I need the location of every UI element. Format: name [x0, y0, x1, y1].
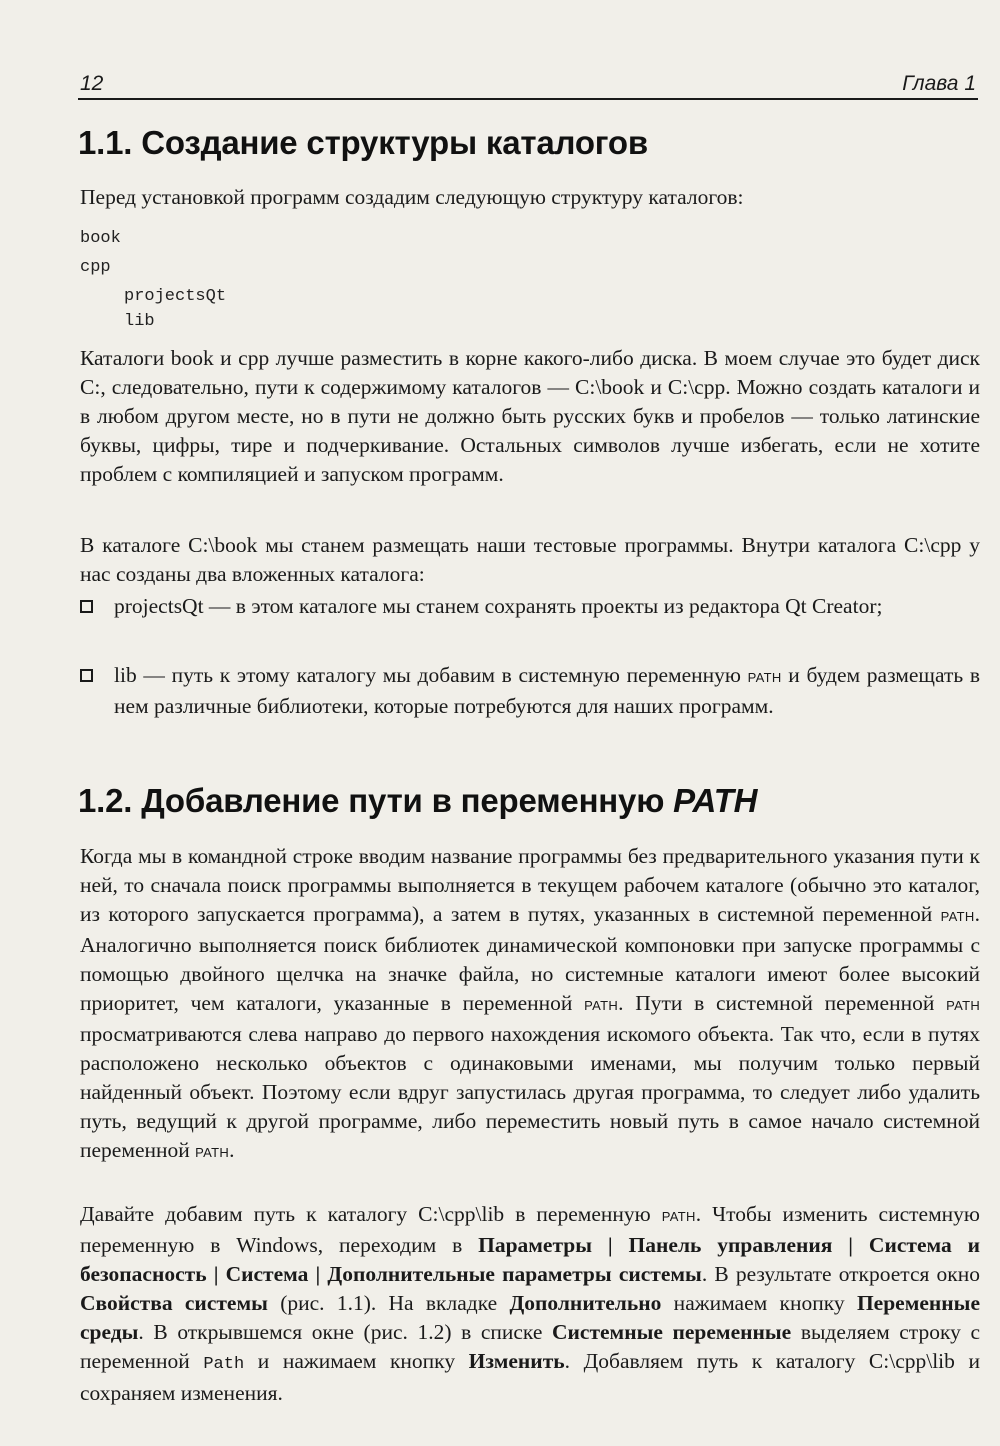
page-number: 12	[80, 72, 104, 95]
paragraph-add-path: Давайте добавим путь к каталогу C:\cpp\lib в переменную PATH. Чтобы изменить системную переменную в Windows, переходим в Параметры | Панель управления | Система и безопасность | Система | Дополнительные параметры системы. В результате откроется окно Свойства системы (рис. 1.1). На вкладке Дополнительно нажимаем кнопку Переменные среды. В открывшемся окне (рис. 1.2) в списке Системные переменные выделяем строку с переменной Path и нажимаем кнопку Изменить. Добавляем путь к каталогу C:\cpp\lib и сохраняем изменения.	[80, 1202, 980, 1405]
paragraph-path-search: Когда мы в командной строке вводим название программы без предварительного указания пути к ней, то сначала поиск программы выполняется в текущем рабочем каталоге (обычно это каталог, из которого запускается программа), а затем в путях, указанных в системной переменной PATH. Аналогично выполняется поиск библиотек динамической компоновки при запуске программы с помощью двойного щелчка на значке файла, но системные каталоги имеют более высокий приоритет, чем каталоги, указанные в переменной PATH. Пути в системной переменной PATH просматриваются слева направо до первого нахождения искомого объекта. Так что, если в путях расположено несколько объектов с одинаковыми именами, мы получим только первый найденный объект. Поэтому если вдруг запустилась другая программа, то следует либо удалить путь, ведущий к другой программе, либо переместить новый путь в самое начало системной переменной PATH.	[80, 844, 981, 1162]
paragraph-book-catalog: В каталоге C:\book мы станем размещать наши тестовые программы. Внутри каталога C:\cpp у нас созданы два вложенных каталога:	[80, 533, 980, 586]
tree-book: book	[80, 229, 121, 248]
bullet-text: lib — путь к этому каталогу мы добавим в системную переменную PATH и будем размещать в нем различные библиотеки, которые потребуются для наших программ.	[114, 663, 980, 718]
section-heading-1-2: 1.2. Добавление пути в переменную PATH	[78, 782, 758, 819]
checkbox-bullet-icon	[80, 669, 93, 682]
checkbox-bullet-icon	[80, 600, 93, 613]
bullet-lib	[80, 661, 980, 721]
tree-cpp: cpp	[80, 258, 111, 277]
running-header	[78, 68, 978, 100]
intro-paragraph: Перед установкой программ создадим следующую структуру каталогов:	[80, 185, 744, 209]
section-heading-1-1: 1.1. Создание структуры каталогов	[78, 124, 648, 161]
bullet-projectsqt	[80, 592, 980, 621]
paragraph-directories: Каталоги book и cpp лучше разместить в корне какого-либо диска. В моем случае это будет диск C:, следовательно, пути к содержимому каталогов — C:\book и C:\cpp. Можно создать каталоги и в любом другом месте, но в пути не должно быть русских букв и пробелов — только латинские буквы, цифры, тире и подчеркивание. Остальных символов лучше избегать, если не хотите проблем с компиляцией и запуском программ.	[80, 346, 980, 486]
tree-projectsqt: projectsQt	[124, 287, 227, 306]
chapter-label: Глава 1	[902, 72, 976, 95]
bullet-text: projectsQt — в этом каталоге мы станем сохранять проекты из редактора Qt Creator;	[114, 594, 883, 618]
tree-lib: lib	[124, 312, 155, 331]
